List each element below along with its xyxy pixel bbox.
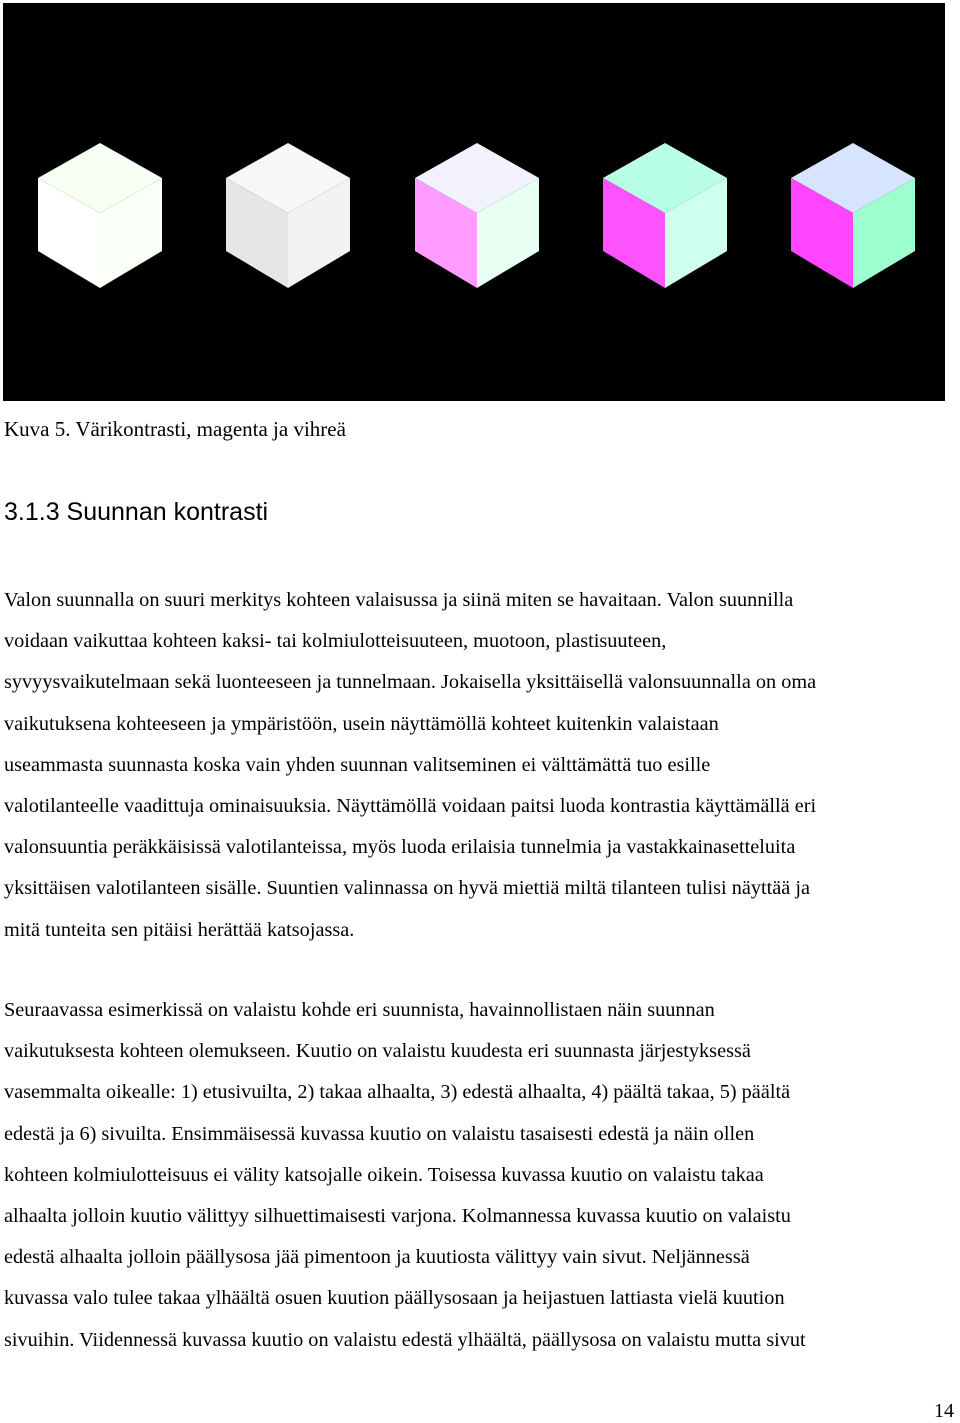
paragraph-line: yksittäisen valotilanteen sisälle. Suuntien valinnassa on hyvä miettiä miltä tilanteen tulisi näyttää ja bbox=[4, 877, 810, 900]
paragraph-line: valonsuuntia peräkkäisissä valotilanteissa, myös luoda erilaisia tunnelmia ja vastakkainasetteluita bbox=[4, 836, 796, 859]
page-number: 14 bbox=[934, 1400, 954, 1422]
paragraph-1 bbox=[4, 580, 956, 951]
paragraph-line: syvyysvaikutelmaan sekä luonteeseen ja tunnelmaan. Jokaisella yksittäisellä valonsuunnalla on oma bbox=[4, 671, 817, 694]
paragraph-line: Seuraavassa esimerkissä on valaistu kohde eri suunnista, havainnollistaen näin suunnan bbox=[4, 999, 715, 1021]
paragraph-2 bbox=[4, 990, 956, 1361]
cube-photo-image bbox=[3, 3, 945, 401]
paragraph-line: useammasta suunnasta koska vain yhden suunnan valitseminen ei välttämättä tuo esille bbox=[4, 753, 711, 776]
paragraph-line: vasemmalta oikealle: 1) etusivuilta, 2) takaa alhaalta, 3) edestä alhaalta, 4) päältä takaa, 5) päältä bbox=[4, 1081, 791, 1104]
paragraph-line: kohteen kolmiulotteisuus ei välity katsojalle oikein. Toisessa kuvassa kuutio on valaistu takaa bbox=[4, 1163, 764, 1186]
paragraph-line: kuvassa valo tulee takaa ylhäältä osuen kuution päällysosaan ja heijastuen lattiasta vielä kuution bbox=[4, 1287, 785, 1310]
cube-photo bbox=[3, 3, 945, 401]
paragraph-line: voidaan vaikuttaa kohteen kaksi- tai kolmiulotteisuuteen, muotoon, plastisuuteen, bbox=[4, 630, 667, 653]
paragraph-line: alhaalta jolloin kuutio välittyy silhuettimaisesti varjona. Kolmannessa kuvassa kuutio on valaistu bbox=[4, 1204, 791, 1227]
paragraph-line: mitä tunteita sen pitäisi herättää katsojassa. bbox=[4, 918, 355, 941]
figure-caption: Kuva 5. Värikontrasti, magenta ja vihreä bbox=[4, 417, 346, 441]
paragraph-line: vaikutuksesta kohteen olemukseen. Kuutio on valaistu kuudesta eri suunnasta järjestyksessä bbox=[4, 1040, 751, 1063]
paragraph-line: edestä alhaalta jolloin päällysosa jää pimentoon ja kuutiosta välittyy vain sivut. Neljännessä bbox=[4, 1246, 750, 1269]
section-heading: 3.1.3 Suunnan kontrasti bbox=[4, 498, 269, 526]
paragraph-line: valotilanteelle vaadittuja ominaisuuksia. Näyttämöllä voidaan paitsi luoda kontrastia käyttämällä eri bbox=[4, 794, 817, 817]
paragraph-line: vaikutuksena kohteeseen ja ympäristöön, usein näyttämöllä kohteet kuitenkin valaistaan bbox=[4, 712, 719, 735]
paragraph-line: Valon suunnalla on suuri merkitys kohteen valaisussa ja siinä miten se havaitaan. Valon suunnilla bbox=[4, 589, 794, 611]
paragraph-line: edestä ja 6) sivuilta. Ensimmäisessä kuvassa kuutio on valaistu tasaisesti edestä ja näin ollen bbox=[4, 1122, 755, 1145]
paragraph-line: sivuihin. Viidennessä kuvassa kuutio on valaistu edestä ylhäältä, päällysosa on valaistu mutta sivut bbox=[4, 1328, 806, 1351]
